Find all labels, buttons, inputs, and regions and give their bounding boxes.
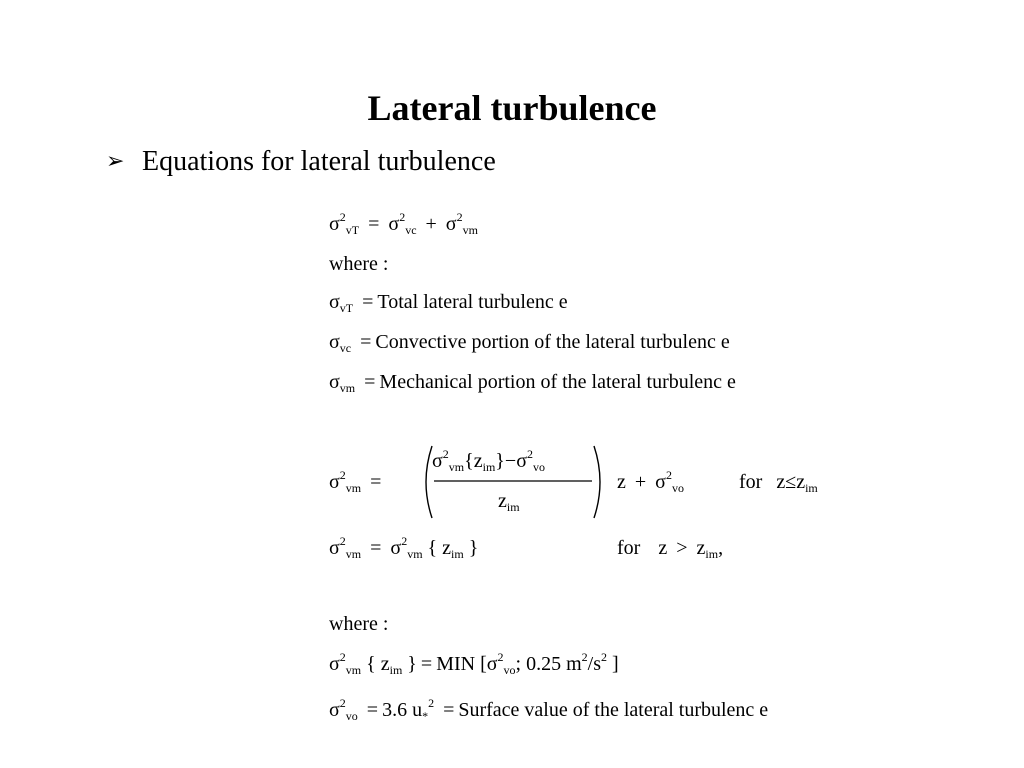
for-word: for [739,471,763,493]
minus-sign: − [504,450,517,472]
equals-sign: = [362,291,374,313]
sigma-symbol: σ [432,450,443,472]
definition-text: Convective portion of the lateral turbulenc e [375,331,730,353]
z-variable: z [498,490,507,512]
slide-title: Lateral turbulence [367,88,657,128]
close-brace: } [468,537,479,559]
surface-value-equation [329,698,768,722]
exponent: 2 [497,650,504,664]
numeric-value: 0.25 [526,653,562,675]
fraction-denominator [498,490,520,513]
sigma-symbol: σ [329,213,340,235]
subscript: vm [462,223,478,237]
coefficient: 3.6 [382,699,408,721]
open-brace: { [427,537,438,559]
z-variable: z [473,450,483,472]
bullet-item [106,143,496,180]
open-brace: { [366,653,376,675]
equals-sign: = [420,653,433,675]
exponent: 2 [339,696,346,710]
exponent: 2 [526,447,533,461]
equals-sign: = [370,537,382,559]
z-variable: z [442,537,452,559]
subscript: vm [345,663,362,677]
exponent: 2 [399,210,406,224]
equals-sign: = [366,699,379,721]
exponent: 2 [428,696,435,710]
definition-text: Total lateral turbulenc e [377,291,568,313]
case1-lhs [329,470,385,494]
equals-sign: = [360,331,372,353]
bullet-text: Equations for lateral turbulence [142,146,496,177]
z-variable: z [696,537,706,559]
equals-sign: = [368,213,380,235]
sigma-symbol: σ [329,537,340,559]
subscript: vT [345,223,360,237]
where-label: where : [329,253,389,275]
subscript: vm [407,547,423,561]
for-word: for [617,537,641,559]
subscript: vc [405,223,417,237]
equals-sign: = [364,371,376,393]
exponent: 2 [339,534,346,548]
case2-condition [617,536,723,560]
exponent: 2 [581,650,588,664]
z-variable: z [658,537,668,559]
subscript: im [389,663,403,677]
plus-sign: + [634,471,647,493]
min-equation [329,652,619,676]
subscript: im [705,547,719,561]
close-brace: } [495,450,505,472]
case2-equation [329,536,478,560]
exponent: 2 [601,650,607,664]
case1-condition [739,470,818,494]
z-variable: z [617,471,626,493]
definition-text: Mechanical portion of the lateral turbulenc e [379,371,736,393]
subscript: vo [532,460,545,474]
sigma-symbol: σ [329,291,340,313]
less-equal-sign: ≤ [785,471,797,493]
sigma-symbol: σ [516,450,527,472]
exponent: 2 [339,650,346,664]
exponent: 2 [665,468,672,482]
sigma-symbol: σ [329,331,340,353]
sigma-symbol: σ [329,371,340,393]
exponent: 2 [456,210,463,224]
subscript: vm [345,481,362,495]
plus-sign: + [425,213,437,235]
exponent: 2 [339,210,346,224]
equation-total-variance [329,212,478,236]
sigma-symbol: σ [390,537,402,559]
z-variable: z [796,471,806,493]
subscript: vm [345,547,362,561]
sigma-symbol: σ [655,471,666,493]
case1-rhs [617,470,684,494]
z-variable: z [380,653,390,675]
where-label: where : [329,613,389,635]
unit-per-s: /s [587,653,601,675]
sigma-symbol: σ [329,699,340,721]
case1-fraction [418,442,608,522]
friction-velocity: u [412,699,423,721]
subscript: * [422,709,429,723]
subscript: vm [448,460,465,474]
subscript: im [506,500,520,514]
sigma-symbol: σ [329,653,340,675]
equals-sign: = [370,471,382,493]
z-variable: z [776,471,786,493]
semicolon: ; [515,653,522,675]
sigma-symbol: σ [486,653,498,675]
sigma-symbol: σ [445,213,457,235]
greater-than-sign: > [676,537,688,559]
open-brace: { [464,450,474,472]
subscript: im [451,547,464,561]
sigma-symbol: σ [388,213,400,235]
comma: , [718,537,724,559]
subscript: im [482,460,496,474]
sigma-symbol: σ [329,471,340,493]
subscript: vo [503,663,516,677]
definition-mechanical [329,370,736,394]
definition-text: Surface value of the lateral turbulenc e [458,699,769,721]
min-function: MIN [436,653,476,675]
subscript: vo [671,481,684,495]
close-brace: } [407,653,417,675]
definition-total [329,290,568,314]
close-bracket: ] [612,653,619,675]
subscript: vT [339,301,354,315]
fraction-numerator [432,447,545,474]
arrow-bullet-icon: ➢ [106,148,125,173]
subscript: im [805,481,818,495]
equals-sign: = [443,699,455,721]
open-bracket: [ [480,653,487,675]
unit-m: m [566,653,582,675]
definition-convective [329,330,730,354]
exponent: 2 [339,468,346,482]
subscript: vo [345,709,358,723]
subscript: vc [339,341,352,355]
exponent: 2 [401,534,408,548]
subscript: vm [339,381,356,395]
exponent: 2 [442,447,449,461]
